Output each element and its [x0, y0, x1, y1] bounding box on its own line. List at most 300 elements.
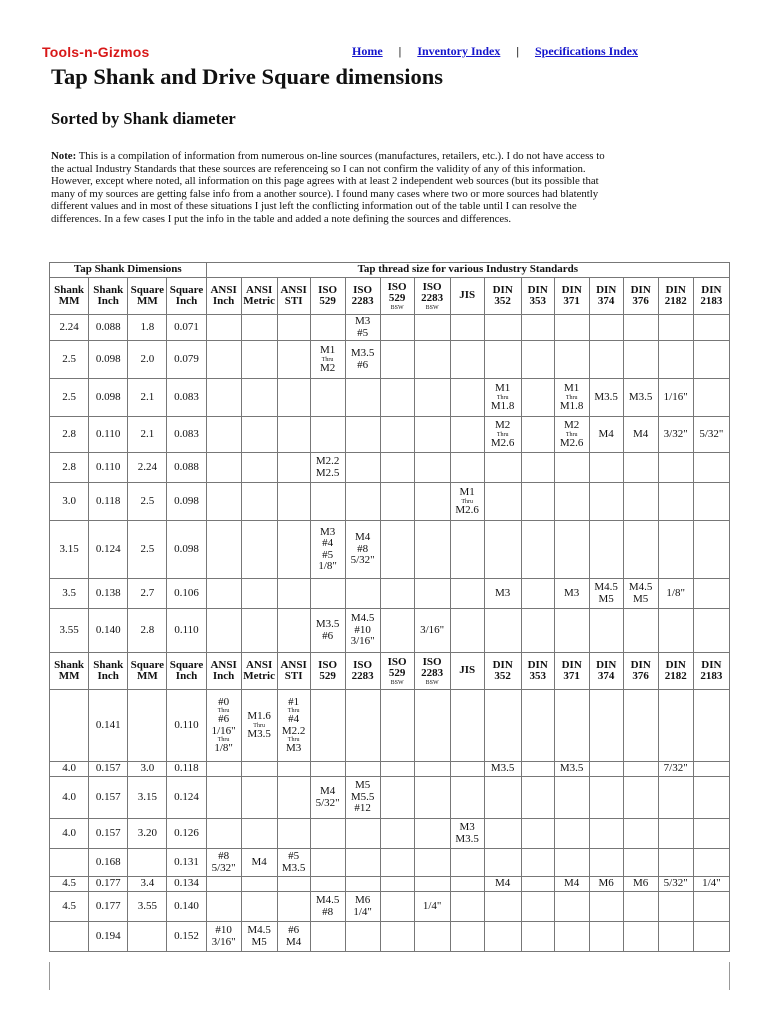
- table-cell: [450, 341, 484, 379]
- column-header-text: 353: [529, 295, 546, 307]
- table-cell: [693, 690, 729, 762]
- table-cell: [277, 777, 310, 819]
- cell-value: M3.5: [490, 762, 515, 775]
- table-cell: [50, 609, 89, 653]
- cell-value: #6: [288, 924, 300, 936]
- cell-value: M2: [495, 419, 511, 431]
- cell-value: M4: [495, 877, 511, 890]
- table-cell: [589, 453, 623, 483]
- table-cell: [128, 877, 167, 892]
- cell-value: 3.55: [137, 899, 157, 912]
- cell-value: 0.098: [174, 542, 199, 555]
- table-cell: [484, 609, 521, 653]
- table-cell: [241, 777, 277, 819]
- table-cell: [484, 379, 521, 417]
- cell-value: 0.110: [174, 718, 199, 731]
- table-cell: [167, 922, 206, 952]
- table-cell: [693, 877, 729, 892]
- column-header-text: Inch: [175, 670, 198, 682]
- cell-value: M6: [633, 877, 649, 890]
- table-row: [50, 922, 730, 952]
- table-cell: [345, 849, 380, 877]
- table-cell: [50, 877, 89, 892]
- column-header: [50, 653, 89, 690]
- table-cell: [167, 483, 206, 521]
- cell-value: 1.8: [140, 320, 155, 333]
- column-header-text: 529: [388, 292, 406, 304]
- cell-value: 4.0: [62, 826, 76, 839]
- cell-value: M5: [354, 779, 371, 792]
- cell-value: M2.2: [315, 455, 340, 467]
- table-cell: [345, 877, 380, 892]
- table-cell: [167, 892, 206, 922]
- table-cell: [128, 579, 167, 609]
- table-cell: [450, 892, 484, 922]
- cell-value: M5: [598, 592, 614, 605]
- top-nav: [352, 44, 638, 59]
- table-cell: [89, 849, 128, 877]
- table-cell: [277, 417, 310, 453]
- table-cell: [693, 417, 729, 453]
- thru-label: Thru: [461, 498, 473, 505]
- table-cell: [167, 315, 206, 341]
- column-header-text: JIS: [459, 664, 476, 677]
- table-cell: [521, 849, 554, 877]
- column-header-text: Inch: [97, 670, 119, 682]
- column-header-text: Square: [130, 283, 165, 296]
- column-header-text: DIN: [665, 283, 686, 296]
- cell-value: 1/8": [318, 560, 337, 572]
- cell-value: 0.126: [174, 826, 199, 839]
- column-header: [345, 653, 380, 690]
- cell-value: M1.8: [559, 399, 584, 412]
- column-header-text: ISO: [318, 283, 338, 296]
- cell-value: #8: [218, 850, 230, 862]
- column-header: [50, 278, 89, 315]
- table-cell: [521, 819, 554, 849]
- column-header-text: Square: [169, 658, 204, 671]
- table-cell: [623, 922, 658, 952]
- cell-value: M4.5: [628, 581, 653, 593]
- group-header-shank: Tap Shank Dimensions: [50, 263, 207, 278]
- table-cell: [484, 483, 521, 521]
- cell-value: M1: [564, 382, 580, 394]
- table-cell: [589, 777, 623, 819]
- column-header: [380, 278, 414, 315]
- column-header-text: JIS: [459, 289, 476, 302]
- table-cell: [310, 877, 345, 892]
- table-cell: [658, 690, 693, 762]
- table-cell: [310, 417, 345, 453]
- table-cell: [167, 521, 206, 579]
- table-cell: [484, 849, 521, 877]
- note-text: This is a compilation of information from numerous on-line sources (manufactures, retailers, etc.). I do not have access to the actual Industry Standards that these sources are referenceing so I can not confirm the validity of any of this information. However, except where noted, all information on this page agrees with at least 2 independent web sources (but its possible that many of my sources are getting false info from a another source). I found many cases where two or more sources had blatently different values and in most of these situations I just left the conflicting information out of the table until I can resolve the differences. In a few cases I put the info in the table and added a note defining the sources and differences.: [51, 150, 605, 225]
- column-header: [380, 653, 414, 690]
- cell-value: #10: [215, 924, 232, 936]
- thru-label: Thru: [496, 431, 509, 438]
- table-cell: [414, 877, 450, 892]
- table-cell: [89, 892, 128, 922]
- column-header-text: DIN: [701, 658, 722, 671]
- table-cell: [206, 849, 241, 877]
- table-cell: [658, 379, 693, 417]
- table-cell: [414, 690, 450, 762]
- cell-value: M4.5: [315, 894, 340, 906]
- table-cell: [380, 922, 414, 952]
- cell-value: 1/16": [663, 390, 688, 403]
- note-label: Note:: [51, 150, 77, 162]
- cell-value: M5: [633, 592, 649, 605]
- table-cell: [277, 609, 310, 653]
- cell-value: 5/32": [350, 554, 375, 567]
- table-cell: [345, 579, 380, 609]
- table-cell: [206, 922, 241, 952]
- table-row: [50, 521, 730, 579]
- table-body-lower: [50, 690, 730, 952]
- cell-value: 4.5: [62, 899, 76, 912]
- table-cell: [554, 819, 589, 849]
- column-header-text: BSW: [390, 304, 404, 311]
- site-logo[interactable]: Tools-n-Gizmos: [42, 44, 150, 60]
- cell-value: #12: [354, 802, 371, 815]
- cell-value: #0: [218, 695, 230, 708]
- table-cell: [484, 762, 521, 777]
- table-cell: [414, 609, 450, 653]
- table-cell: [554, 417, 589, 453]
- cell-value: 0.071: [174, 320, 199, 333]
- cell-value: 0.110: [96, 460, 121, 473]
- table-cell: [241, 453, 277, 483]
- cell-value: M3: [354, 315, 371, 327]
- cell-value: 3/32": [663, 427, 688, 440]
- thru-label: Thru: [287, 708, 300, 714]
- column-header-text: 374: [597, 670, 615, 682]
- table-cell: [241, 892, 277, 922]
- column-header-text: Inch: [175, 295, 198, 307]
- table-cell: [380, 379, 414, 417]
- column-header: [310, 653, 345, 690]
- table-cell: [128, 777, 167, 819]
- table-cell: [310, 777, 345, 819]
- cell-value: M3.5: [559, 762, 584, 775]
- table-cell: [623, 849, 658, 877]
- table-cell: [50, 690, 89, 762]
- table-cell: [623, 453, 658, 483]
- cell-value: M4: [319, 785, 336, 797]
- table-cell: [206, 453, 241, 483]
- column-header-text: 529: [319, 670, 336, 682]
- column-header: [241, 278, 277, 315]
- column-header-text: ISO: [422, 655, 442, 668]
- table-cell: [50, 762, 89, 777]
- cell-value: M4.5: [350, 612, 375, 625]
- table-row: [50, 762, 730, 777]
- column-header-text: 2283: [421, 292, 444, 304]
- column-header: [450, 653, 484, 690]
- table-cell: [658, 762, 693, 777]
- cell-value: M3: [564, 586, 580, 599]
- cell-value: M1: [459, 486, 475, 498]
- table-cell: [693, 483, 729, 521]
- cell-value: M3: [319, 525, 336, 538]
- cell-value: 0.177: [95, 877, 121, 890]
- table-cell: [450, 690, 484, 762]
- cell-value: 0.110: [174, 623, 199, 636]
- table-cell: [693, 777, 729, 819]
- column-header-text: DIN: [527, 658, 548, 671]
- column-header-row-repeat: [50, 653, 730, 690]
- nav-inventory-index-link[interactable]: Inventory Index: [417, 44, 501, 58]
- column-header: [589, 278, 623, 315]
- table-cell: [484, 922, 521, 952]
- column-header: [277, 653, 310, 690]
- cell-value: 0.088: [95, 320, 121, 333]
- cell-value: M5: [251, 935, 267, 948]
- cell-value: 0.083: [174, 427, 199, 440]
- table-cell: [89, 483, 128, 521]
- column-header-text: ISO: [422, 280, 442, 293]
- cell-value: #4: [322, 537, 334, 549]
- cell-value: 0.157: [95, 790, 121, 803]
- table-cell: [128, 922, 167, 952]
- table-cell: [277, 315, 310, 341]
- cell-value: M2.5: [315, 466, 340, 479]
- table-cell: [206, 483, 241, 521]
- table-cell: [50, 379, 89, 417]
- table-cell: [658, 521, 693, 579]
- table-cell: [450, 777, 484, 819]
- column-header: [206, 653, 241, 690]
- cell-value: M1.8: [490, 399, 515, 412]
- cell-value: 4.0: [62, 762, 76, 775]
- table-cell: [89, 453, 128, 483]
- column-header: [89, 278, 128, 315]
- cell-value: M4: [633, 427, 649, 440]
- cell-value: M4: [564, 877, 580, 890]
- table-cell: [241, 315, 277, 341]
- column-header-text: 529: [319, 295, 336, 307]
- table-cell: [450, 417, 484, 453]
- cell-value: #5: [357, 326, 369, 339]
- column-header-text: ANSI: [245, 283, 273, 296]
- column-header-text: DIN: [527, 283, 548, 296]
- table-cell: [623, 417, 658, 453]
- column-header-text: Shank: [54, 283, 85, 296]
- table-cell: [167, 762, 206, 777]
- table-cell: [241, 819, 277, 849]
- table-cell: [206, 762, 241, 777]
- table-cell: [521, 777, 554, 819]
- page-fade-out: [49, 985, 730, 1024]
- table-cell: [167, 579, 206, 609]
- table-cell: [380, 819, 414, 849]
- table-cell: [241, 609, 277, 653]
- cell-value: 2.0: [140, 352, 155, 365]
- column-header-text: STI: [284, 295, 303, 307]
- cell-value: 0.124: [95, 542, 121, 555]
- table-cell: [241, 849, 277, 877]
- column-header-text: DIN: [492, 658, 513, 671]
- page-edge-right: [729, 962, 730, 990]
- cell-value: 0.098: [95, 352, 121, 365]
- cell-value: 2.8: [62, 427, 76, 440]
- table-cell: [554, 341, 589, 379]
- table-cell: [450, 521, 484, 579]
- column-header-text: 529: [388, 667, 406, 679]
- cell-value: #5: [322, 548, 334, 561]
- table-cell: [206, 417, 241, 453]
- table-cell: [380, 762, 414, 777]
- table-cell: [206, 877, 241, 892]
- table-cell: [310, 892, 345, 922]
- column-header-text: DIN: [596, 658, 617, 671]
- table-cell: [414, 315, 450, 341]
- table-cell: [554, 609, 589, 653]
- column-header-text: ANSI: [280, 658, 307, 671]
- cell-value: 1/8": [666, 586, 685, 599]
- cell-value: 0.083: [174, 390, 199, 403]
- table-cell: [484, 417, 521, 453]
- table-cell: [310, 819, 345, 849]
- cell-value: M6: [354, 894, 371, 906]
- column-header-text: BSW: [425, 679, 439, 686]
- table-cell: [310, 453, 345, 483]
- cell-value: M2.6: [455, 503, 479, 516]
- table-row: [50, 483, 730, 521]
- table-cell: [658, 777, 693, 819]
- table-cell: [450, 819, 484, 849]
- table-cell: [521, 609, 554, 653]
- column-header-text: MM: [58, 670, 80, 682]
- table-cell: [484, 777, 521, 819]
- table-cell: [450, 609, 484, 653]
- column-header-text: DIN: [701, 283, 722, 296]
- table-cell: [589, 892, 623, 922]
- table-cell: [414, 379, 450, 417]
- table-cell: [521, 521, 554, 579]
- cell-value: 5/32": [315, 796, 340, 809]
- table-cell: [345, 777, 380, 819]
- cell-value: 2.8: [62, 460, 76, 473]
- table-cell: [345, 819, 380, 849]
- column-header: [310, 278, 345, 315]
- column-header-text: 352: [494, 670, 511, 682]
- table-cell: [310, 379, 345, 417]
- table-cell: [206, 579, 241, 609]
- table-cell: [484, 579, 521, 609]
- cell-value: M4: [354, 531, 371, 544]
- table-cell: [623, 690, 658, 762]
- nav-specifications-index-link[interactable]: Specifications Index: [534, 44, 638, 58]
- cell-value: M4.5: [247, 924, 271, 936]
- table-row: [50, 453, 730, 483]
- cell-value: 0.177: [95, 899, 121, 912]
- table-cell: [589, 579, 623, 609]
- cell-value: 1/8": [214, 742, 233, 754]
- cell-value: 2.5: [62, 352, 76, 365]
- table-cell: [450, 483, 484, 521]
- table-cell: [521, 690, 554, 762]
- table-cell: [589, 609, 623, 653]
- cell-value: 4.5: [62, 877, 76, 890]
- table-cell: [693, 453, 729, 483]
- table-row: [50, 877, 730, 892]
- table-cell: [206, 341, 241, 379]
- table-cell: [241, 922, 277, 952]
- table-cell: [128, 521, 167, 579]
- table-cell: [310, 922, 345, 952]
- table-cell: [241, 417, 277, 453]
- table-cell: [345, 690, 380, 762]
- table-cell: [658, 609, 693, 653]
- cell-value: 2.1: [140, 427, 155, 440]
- column-header-text: ANSI: [245, 658, 273, 671]
- table-cell: [380, 579, 414, 609]
- column-header: [128, 278, 167, 315]
- table-cell: [345, 922, 380, 952]
- cell-value: M2: [564, 419, 580, 431]
- table-cell: [554, 483, 589, 521]
- cell-value: M3.5: [281, 861, 306, 874]
- cell-value: 1/4": [353, 905, 372, 918]
- table-cell: [89, 762, 128, 777]
- cell-value: 3.55: [59, 623, 79, 636]
- table-cell: [521, 379, 554, 417]
- cell-value: M3.5: [315, 618, 340, 630]
- column-header-text: ISO: [353, 658, 373, 671]
- table-cell: [414, 819, 450, 849]
- cell-value: 0.098: [95, 390, 121, 403]
- table-cell: [414, 417, 450, 453]
- table-cell: [128, 315, 167, 341]
- table-cell: [589, 417, 623, 453]
- cell-value: 0.140: [95, 623, 121, 636]
- table-cell: [206, 379, 241, 417]
- table-cell: [414, 483, 450, 521]
- table-cell: [693, 579, 729, 609]
- cell-value: #6: [357, 358, 369, 371]
- table-cell: [693, 341, 729, 379]
- table-cell: [484, 521, 521, 579]
- page-edge-left: [49, 962, 50, 990]
- table-cell: [241, 579, 277, 609]
- column-header-text: Metric: [243, 670, 275, 682]
- nav-home-link[interactable]: Home: [352, 44, 383, 58]
- table-cell: [658, 892, 693, 922]
- table-row: [50, 417, 730, 453]
- table-cell: [277, 483, 310, 521]
- cell-value: 0.168: [95, 855, 121, 868]
- cell-value: 0.194: [95, 929, 121, 942]
- table-cell: [484, 315, 521, 341]
- table-cell: [167, 341, 206, 379]
- table-cell: [50, 521, 89, 579]
- table-cell: [89, 690, 128, 762]
- cell-value: 1/4": [702, 877, 721, 890]
- cell-value: M4: [598, 427, 614, 440]
- column-header-text: 2182: [664, 670, 687, 682]
- column-header-text: Metric: [243, 295, 275, 307]
- table-cell: [380, 315, 414, 341]
- table-cell: [128, 483, 167, 521]
- cell-value: #8: [357, 542, 369, 555]
- column-header-text: ISO: [387, 655, 407, 668]
- nav-separator: |: [516, 44, 519, 58]
- table-row: [50, 849, 730, 877]
- table-cell: [89, 777, 128, 819]
- table-cell: [345, 341, 380, 379]
- table-cell: [450, 877, 484, 892]
